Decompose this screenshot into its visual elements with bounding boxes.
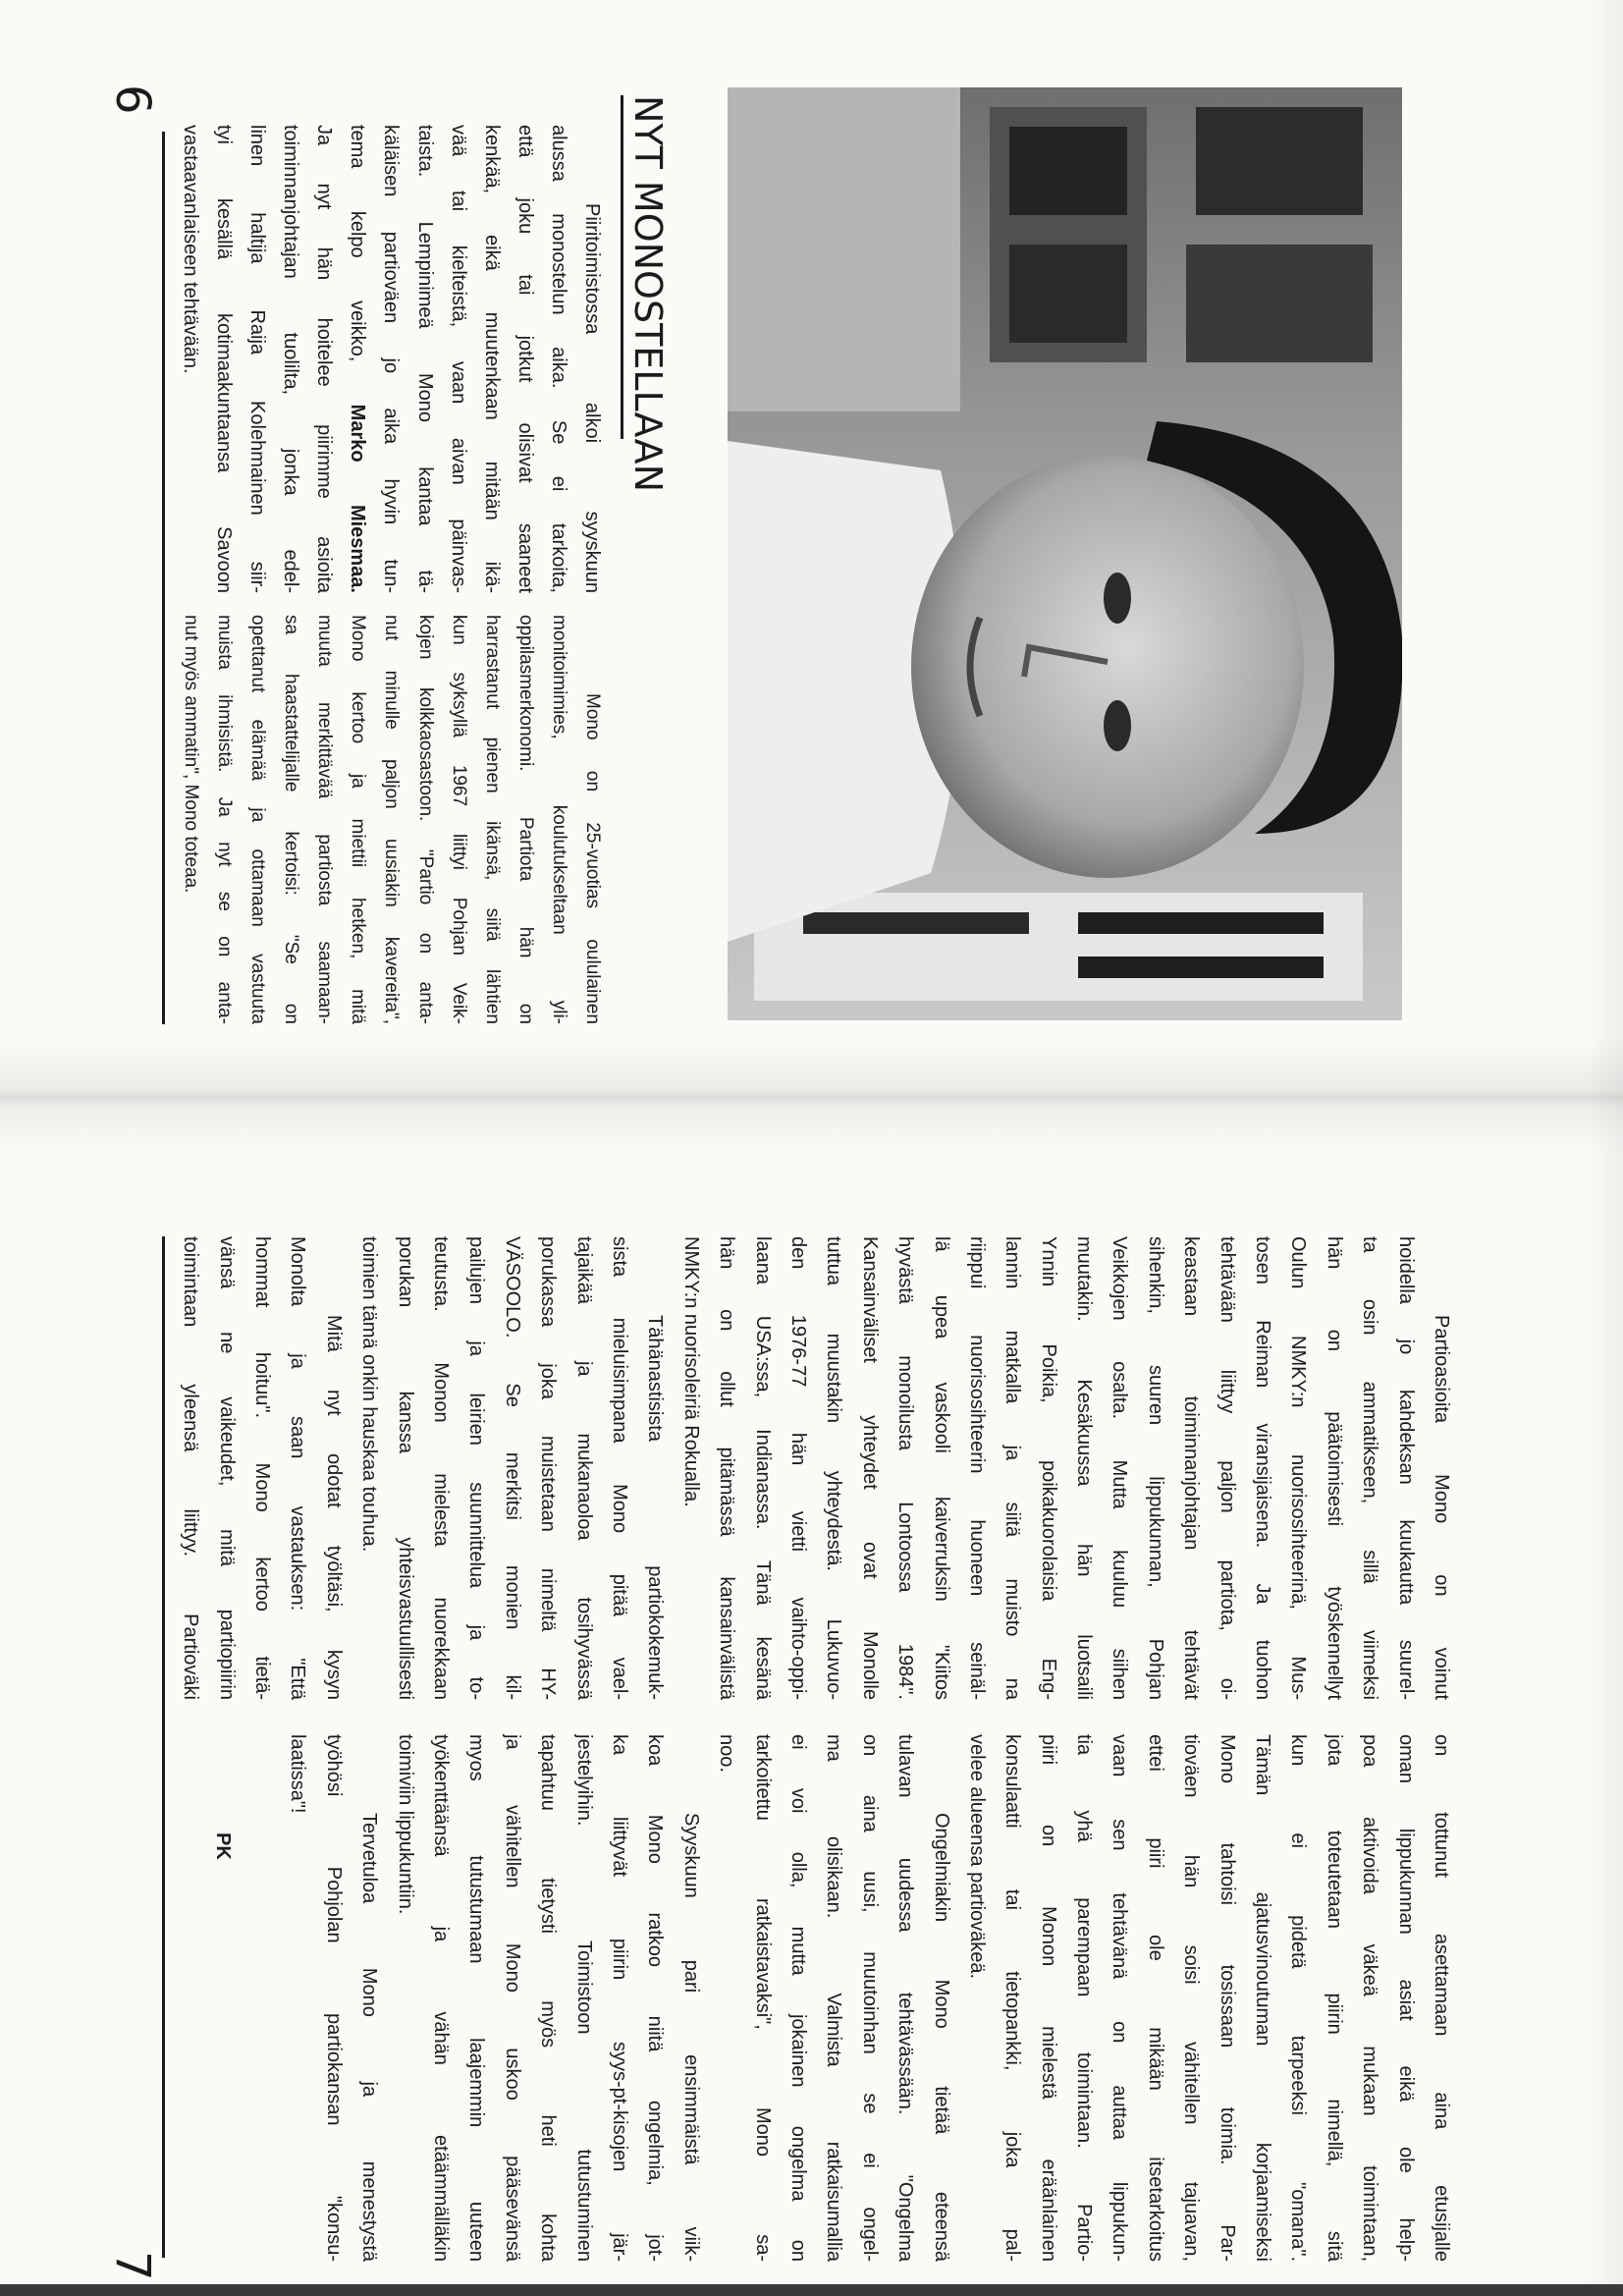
text-line: tosen Reiman viransijaisena. Ja tuohon bbox=[1252, 1236, 1274, 1700]
text-line: sihenkin, suuren lippukunnan, Pohjan bbox=[1144, 1236, 1166, 1700]
page-number-6: 6 bbox=[105, 84, 160, 115]
text-line: ei voi olla, mutta jokainen ongelma on bbox=[786, 1734, 809, 2262]
text-line: Monolta ja saan vastauksen: "Että bbox=[287, 1236, 309, 1700]
text-line: ta osin ammatikseen, sillä viimeksi bbox=[1359, 1236, 1381, 1700]
text-line: ja vähitellen Mono uskoo pääsevänsä bbox=[501, 1734, 523, 2262]
text-line: porukan kanssa yhteisvastuullisesti bbox=[394, 1236, 416, 1700]
text-line: piiri on Monon mielestä eräänlainen bbox=[1037, 1734, 1059, 2262]
text-segment: tema kelpo veikko, bbox=[347, 125, 369, 405]
text-line: jota toteutetaan piirin nimellä, sitä bbox=[1323, 1734, 1345, 2262]
text-line: Piiritoimistossa alkoi syyskuun bbox=[581, 203, 603, 593]
page6-footer-rule bbox=[162, 132, 165, 1024]
text-line: hommat hoituu". Mono kertoo tietä- bbox=[251, 1236, 274, 1700]
text-line: Ynnin Poikia, poikakuorolaisia Eng- bbox=[1037, 1236, 1059, 1700]
text-line: koa Mono ratkoo niitä ongelmia, jot- bbox=[644, 1734, 667, 2262]
text-line: käläisen partioväen jo aika hyvin tun- bbox=[380, 125, 403, 593]
page-number-7: 7 bbox=[105, 2251, 160, 2281]
text-line: toimintaan yleensä liittyy. Partioväki bbox=[180, 1236, 202, 1700]
text-line: Partioasioita Mono on voinut bbox=[1431, 1315, 1452, 1700]
text-line: kenkää, eikä muutenkaan mitään ikä- bbox=[480, 125, 503, 593]
text-line: Tämän ajatusvinoutuman korjaamiseksi bbox=[1252, 1734, 1274, 2262]
text-line: opettanut elämää ja ottamaan vastuuta bbox=[247, 615, 269, 1024]
text-line: poa aktivoida väkeä mukaan toimintaan, bbox=[1359, 1734, 1381, 2262]
text-line: vastaavanlaiseen tehtävään. bbox=[179, 125, 201, 374]
text-line: Tervetuloa Mono ja menestystä bbox=[358, 1813, 381, 2262]
text-line: laana USA:ssa, Indianassa. Tänä kesänä bbox=[751, 1236, 774, 1700]
text-line: kun syksyllä 1967 liittyi Pohjan Veik- bbox=[448, 615, 469, 1024]
text-line: tuttua muustakin yhteydestä. Lukuvuo- bbox=[823, 1236, 845, 1700]
text-line: Mono on 25-vuotias oululainen bbox=[582, 693, 603, 1024]
text-line: Kansainväliset yhteydet ovat Monolle bbox=[858, 1236, 881, 1700]
text-line: Ongelmiakin Mono tietää eteensä bbox=[930, 1813, 952, 2262]
text-line: alussa monostelun aika. Se ei tarkoita, bbox=[547, 125, 569, 593]
text-line: on aina uusi, muutoinhan se ei ongel- bbox=[858, 1734, 881, 2262]
text-line: Oulun NMKY:n nuorisosihteerinä, Mus- bbox=[1287, 1236, 1310, 1700]
text-line: laatissa"! bbox=[287, 1734, 309, 1814]
text-line: konsulaatti tai tietopankki, joka pal- bbox=[1001, 1734, 1024, 2262]
text-line: vää tai kielteistä, vaan aivan päinvas- bbox=[447, 125, 469, 593]
text-line: tajaikää ja mukanaoloa tosihyvässä bbox=[572, 1236, 595, 1700]
text-line: hän on päätoimisesti työskennellyt bbox=[1323, 1236, 1345, 1700]
text-line: porukassa joka muistetaan nimeltä HY- bbox=[537, 1236, 560, 1700]
text-line: VÄSOOLO. Se merkitsi monien kil- bbox=[501, 1236, 523, 1700]
text-line: velee alueensa partioväkeä. bbox=[965, 1734, 988, 1980]
text-line: kun ei pidetä tarpeeksi "omana". bbox=[1287, 1734, 1310, 2262]
text-line: Veikkojen osalta. Mutta kuuluu siihen bbox=[1109, 1236, 1131, 1700]
text-line: ettei piiri ole mikään itsetarkoitus bbox=[1144, 1734, 1166, 2262]
text-line: toimiviin lippukuntiin. bbox=[394, 1734, 416, 1915]
text-line: muutakin. Kesäkuussa hän luotsaili bbox=[1073, 1236, 1096, 1700]
text-line: hyvästä monoilusta Lontoossa 1984". bbox=[894, 1236, 917, 1700]
text-line: Mono tahtoisi tosissaan toimia. Par- bbox=[1216, 1734, 1238, 2262]
text-line: tyi kesällä kotimaakuntaansa Savoon bbox=[212, 125, 235, 593]
text-line: noo. bbox=[716, 1734, 738, 1773]
text-line: ma olisikaan. Valmista ratkaisumallia bbox=[823, 1734, 845, 2262]
text-line: on tottunut asettamaan aina etusijalle bbox=[1431, 1734, 1452, 2262]
text-line: den 1976-77 hän vietti vaihto-oppi- bbox=[786, 1236, 809, 1700]
text-line: jestelyihin. Toimistoon tutustuminen bbox=[572, 1734, 595, 2262]
text-line: pailujen ja leirien suunnittelua ja to- bbox=[465, 1236, 488, 1700]
text-line: sista mieluisimpana Mono pitää vael- bbox=[609, 1236, 631, 1700]
article-title: NYT MONOSTELLAAN bbox=[621, 95, 673, 439]
text-line: tia yhä parempaan toimintaan. Partio- bbox=[1073, 1734, 1096, 2262]
text-line: ka liittyvät piirin syys-pt-kisojen jär- bbox=[609, 1734, 631, 2262]
text-line: työkenttäänsä ja vähän etäämmälläkin bbox=[430, 1734, 453, 2262]
text-line: riippui nuorisosihteerin huoneen seinäl- bbox=[965, 1236, 988, 1700]
person-name-bold: Marko Miesmaa. bbox=[347, 404, 369, 593]
text-line: linen haltija Raija Kolehmainen siir- bbox=[246, 125, 269, 593]
text-line: tapahtuu tietysti myös heti kohta bbox=[537, 1734, 560, 2262]
page6-column-1 bbox=[174, 125, 609, 593]
text-line: kojen kolkkaosastoon. "Partio on anta- bbox=[414, 615, 436, 1024]
text-line: lä upea vaskooli kaiverruksin "Kiitos bbox=[930, 1236, 952, 1700]
text-line: toimien tämä onkin hauskaa touhua. bbox=[358, 1236, 381, 1553]
text-line: oman lippukunnan asiat eikä ole help- bbox=[1394, 1734, 1417, 2262]
text-line: vänsä ne vaikeudet, mitä partiopiirin bbox=[215, 1236, 238, 1700]
text-line: lannin matkalla ja siitä muisto na bbox=[1001, 1236, 1024, 1700]
text-line: tarkoitettu ratkaistavaksi", Mono sa- bbox=[751, 1734, 774, 2262]
text-line: tehtävään liittyy paljon partiota, oi- bbox=[1216, 1236, 1238, 1700]
text-line: Mitä nyt odotat työltäsi, kysyn bbox=[322, 1315, 345, 1700]
page-edge bbox=[0, 2284, 1623, 2296]
text-line: että joku tai jotkut olisivat saaneet bbox=[514, 125, 536, 593]
text-line: Syyskuun pari ensimmäistä viik- bbox=[679, 1813, 702, 2262]
page7-column-2 bbox=[205, 1734, 1459, 2262]
text-line: nut minulle paljon uusiakin kavereita", bbox=[381, 615, 403, 1024]
page6-column-2 bbox=[174, 615, 609, 1024]
text-line: oppilasmerkonomi. Partiota hän on bbox=[514, 615, 536, 1024]
text-line: muista ihmisistä. Ja nyt se on anta- bbox=[213, 615, 235, 1024]
text-line: sa haastattelijalle kertoisi: "Se on bbox=[281, 615, 302, 1024]
text-line: tulavan uudessa tehtävässään. "Ongelma bbox=[894, 1734, 917, 2262]
text-line: muuta merkittävää partiosta saamaan- bbox=[314, 615, 336, 1024]
text-line: hoidella jo kahdeksan kuukautta suurel- bbox=[1394, 1236, 1417, 1700]
text-line: harrastanut pienen ikänsä, siitä lähtien bbox=[481, 615, 503, 1024]
text-line: monitoimimies, koulutukseltaan yli- bbox=[548, 615, 569, 1024]
book-fold bbox=[0, 1041, 1623, 1149]
text-line: Tähänastisista partiokokemuk- bbox=[644, 1315, 667, 1700]
page7-footer-rule bbox=[162, 1236, 165, 2258]
page7-column-1 bbox=[173, 1236, 1459, 1700]
text-line: Mono kertoo ja miettii hetken, mitä bbox=[348, 615, 369, 1024]
text-line bbox=[341, 125, 374, 593]
text-line: Ja nyt hän hoitelee piirimme asioita bbox=[313, 125, 336, 593]
portrait-photo bbox=[728, 87, 1402, 1020]
text-line: työhösi Pohjolan partiokansan "konsu- bbox=[322, 1734, 345, 2262]
text-line: tioväen hän soisi vähitellen tajuavan, bbox=[1180, 1734, 1203, 2262]
text-line: NMKY:n nuorisoleiriä Rokualla. bbox=[679, 1236, 702, 1507]
text-line: myos tutustumaan laajemmin uuteen bbox=[465, 1734, 488, 2262]
text-line: teutusta. Monon mielesta nuorekkaan bbox=[430, 1236, 453, 1700]
author-signature: PK bbox=[212, 1832, 235, 1860]
text-line: nut myös ammatin", Mono toteaa. bbox=[180, 615, 201, 894]
text-line: taista. Lempinimeä Mono kantaa tä- bbox=[413, 125, 436, 593]
text-line: hän on ollut pitämässä kansainvälistä bbox=[716, 1236, 738, 1700]
text-line: vaan sen tehtävänä on auttaa lippukun- bbox=[1109, 1734, 1131, 2262]
text-line: keastaan toiminnanjohtajan tehtävät bbox=[1180, 1236, 1203, 1700]
portrait-photo-icon bbox=[728, 87, 1402, 1020]
text-line: toiminnanjohtajan tuolilta, jonka edel- bbox=[280, 125, 302, 593]
